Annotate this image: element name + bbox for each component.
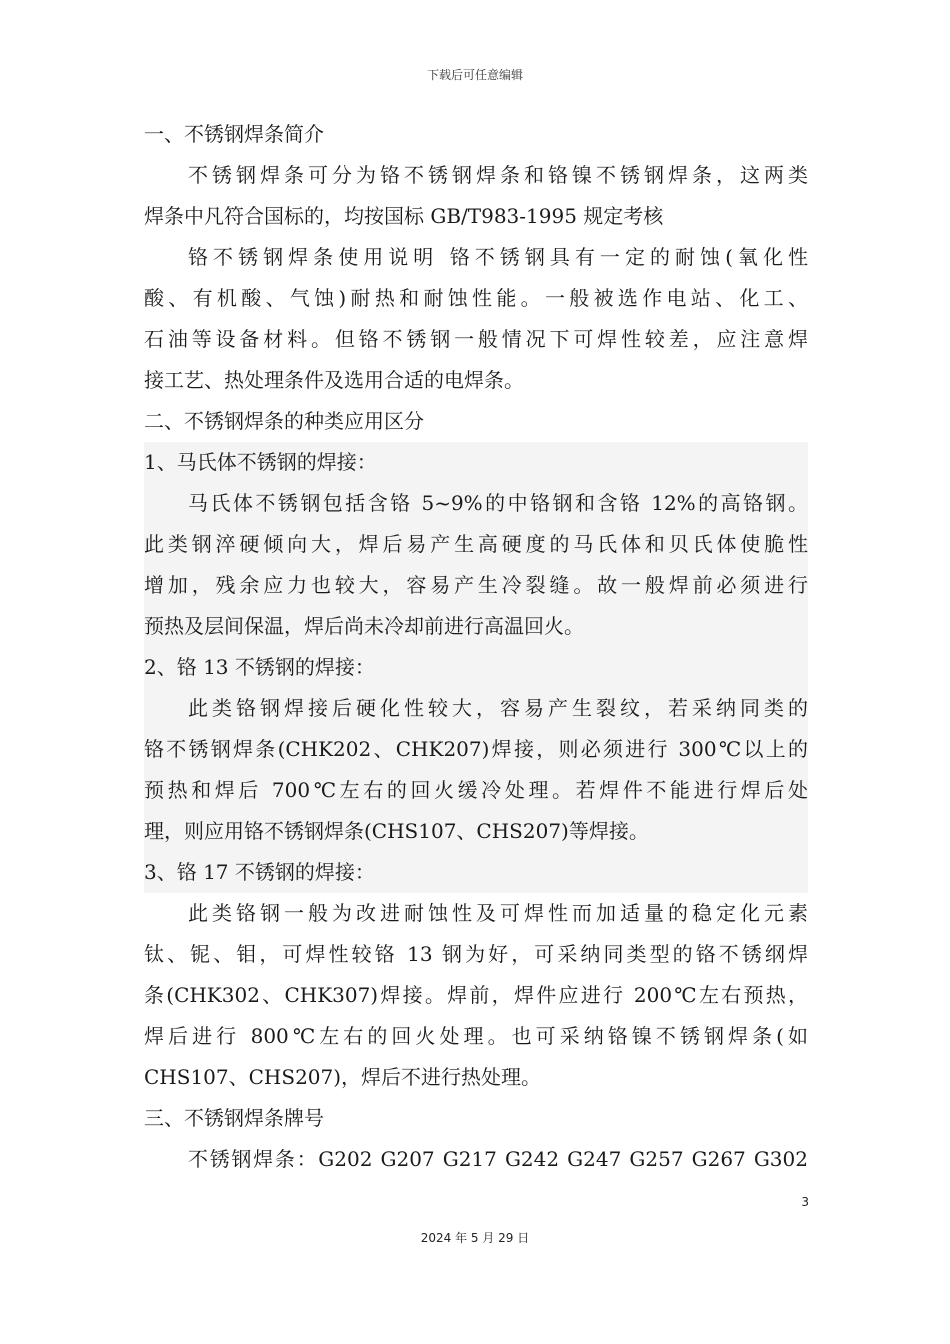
subsection-heading: 3、铬 17 不锈钢的焊接： bbox=[144, 852, 808, 893]
paragraph-line: 此类铬钢焊接后硬化性较大，容易产生裂纹，若采纳同类的 bbox=[144, 688, 808, 729]
subsection-heading: 2、铬 13 不锈钢的焊接： bbox=[144, 647, 808, 688]
page-number: 3 bbox=[801, 1195, 809, 1209]
paragraph-line: 马氏体不锈钢包括含铬 5~9%的中铬钢和含铬 12%的高铬钢。 bbox=[144, 483, 808, 524]
paragraph-line: 焊条中凡符合国标的，均按国标 GB/T983-1995 规定考核 bbox=[144, 204, 664, 228]
section-heading: 三、不锈钢焊条牌号 bbox=[144, 1106, 324, 1130]
paragraph-line: 焊后进行 800℃左右的回火处理。也可采纳铬镍不锈钢焊条(如 bbox=[144, 1024, 808, 1048]
page-header: 下载后可任意编辑 bbox=[426, 68, 523, 82]
paragraph-line: 铬不锈钢焊条使用说明 铬不锈钢具有一定的耐蚀(氧化性 bbox=[188, 245, 808, 269]
paragraph-line: 预热及层间保温，焊后尚未冷却前进行高温回火。 bbox=[144, 606, 808, 647]
paragraph-line: 钛、铌、钼，可焊性较铬 13 钢为好，可采纳同类型的铬不锈纲焊 bbox=[144, 942, 808, 966]
paragraph-line: 此类钢淬硬倾向大，焊后易产生高硬度的马氏体和贝氏体使脆性 bbox=[144, 524, 808, 565]
paragraph-line: 石油等设备材料。但铬不锈钢一般情况下可焊性较差，应注意焊 bbox=[144, 327, 808, 351]
paragraph-line: 此类铬钢一般为改进耐蚀性及可焊性而加适量的稳定化元素 bbox=[188, 901, 808, 925]
footer-date: 2024 年 5 月 29 日 bbox=[420, 1231, 530, 1245]
paragraph-line: 酸、有机酸、气蚀)耐热和耐蚀性能。一般被选作电站、化工、 bbox=[144, 286, 808, 310]
paragraph-line: 不锈钢焊条：G202 G207 G217 G242 G247 G257 G267 G302 bbox=[188, 1147, 808, 1171]
paragraph-line: 增加，残余应力也较大，容易产生冷裂缝。故一般焊前必须进行 bbox=[144, 565, 808, 606]
paragraph-line: 理，则应用铬不锈钢焊条(CHS107、CHS207)等焊接。 bbox=[144, 811, 808, 852]
subsection-heading: 1、马氏体不锈钢的焊接： bbox=[144, 442, 808, 483]
paragraph-line: CHS107、CHS207)，焊后不进行热处理。 bbox=[144, 1065, 542, 1089]
paragraph-line: 接工艺、热处理条件及选用合适的电焊条。 bbox=[144, 368, 524, 392]
paragraph-line: 铬不锈钢焊条(CHK202、CHK207)焊接，则必须进行 300℃以上的 bbox=[144, 729, 808, 770]
section-heading: 二、不锈钢焊条的种类应用区分 bbox=[144, 409, 424, 433]
document-body bbox=[144, 114, 808, 1180]
section-heading: 一、不锈钢焊条简介 bbox=[144, 122, 324, 146]
paragraph-line: 条(CHK302、CHK307)焊接。焊前，焊件应进行 200℃左右预热， bbox=[144, 983, 808, 1007]
paragraph-line: 不锈钢焊条可分为铬不锈钢焊条和铬镍不锈钢焊条，这两类 bbox=[188, 163, 808, 187]
paragraph-line: 预热和焊后 700℃左右的回火缓冷处理。若焊件不能进行焊后处 bbox=[144, 770, 808, 811]
